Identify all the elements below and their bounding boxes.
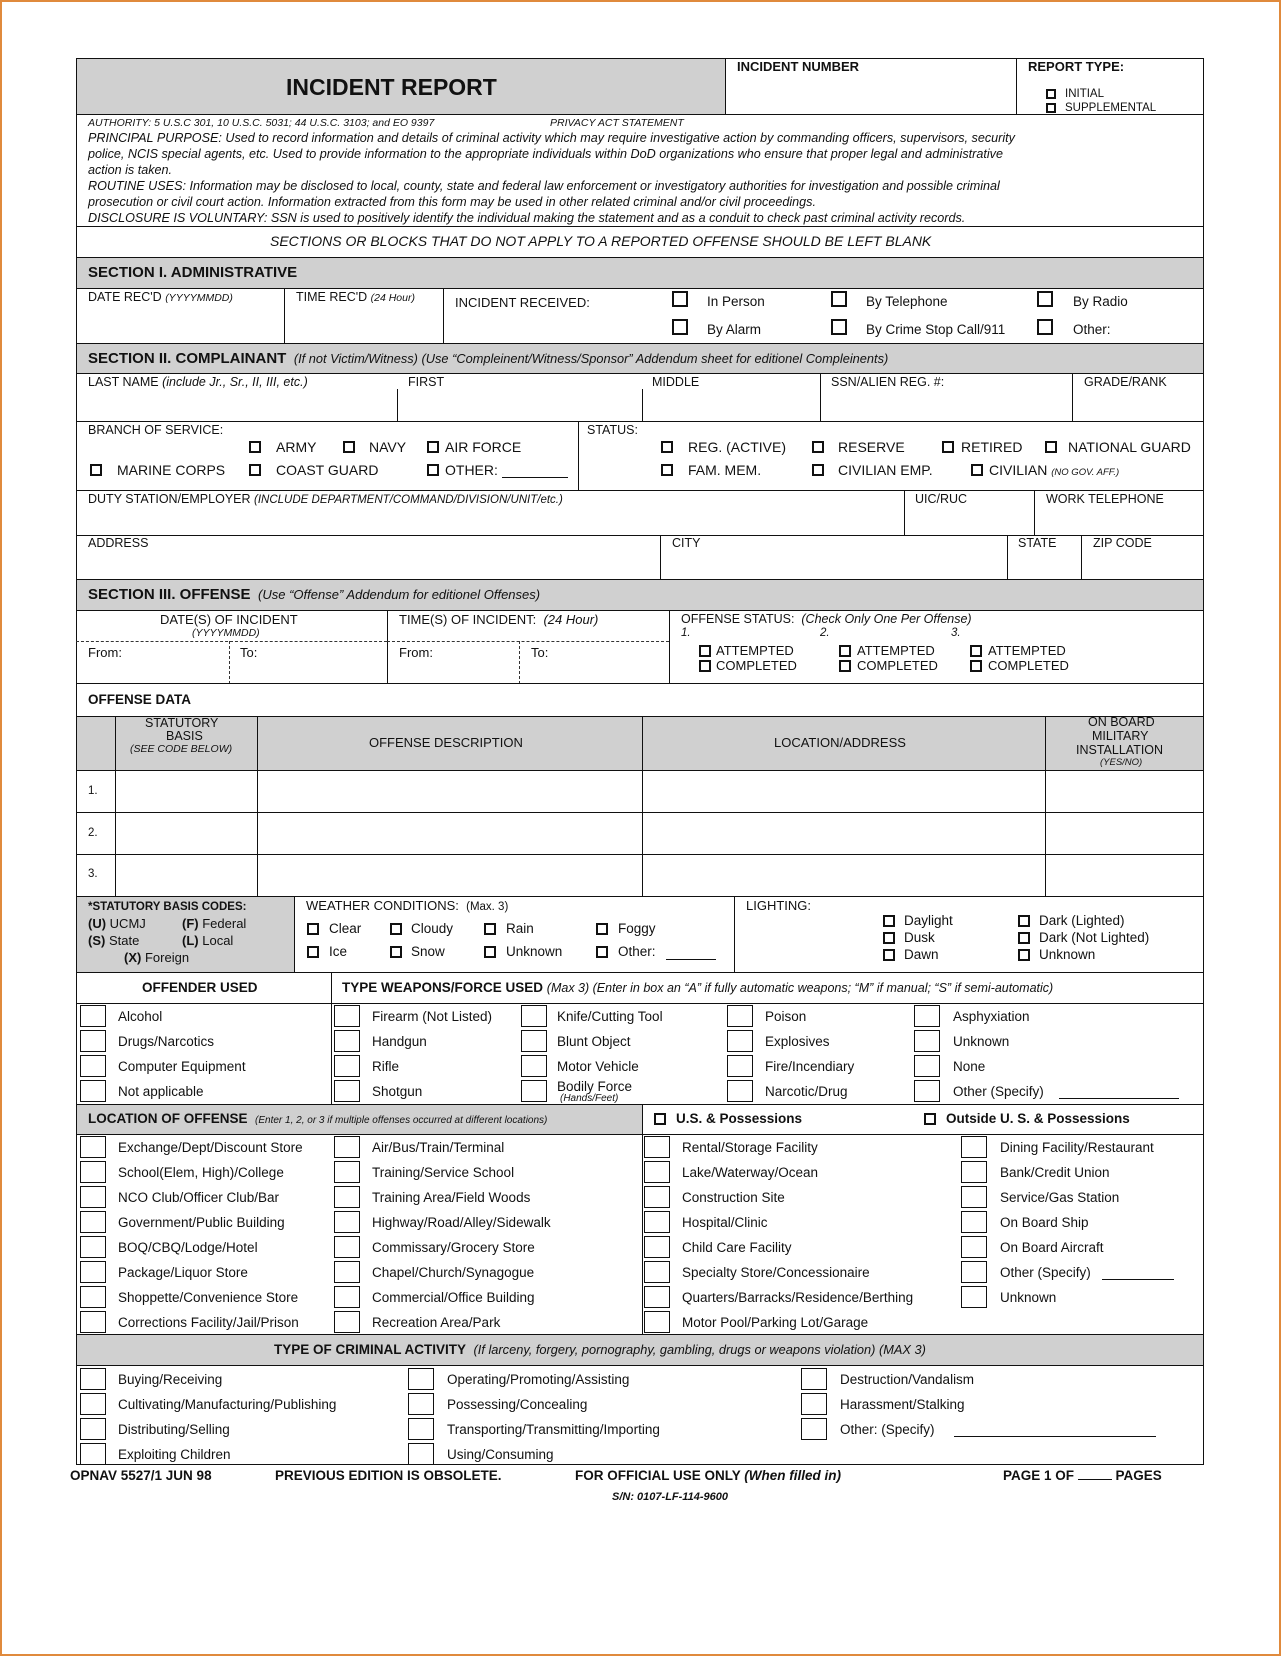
weapon-explosives-box[interactable] — [727, 1030, 753, 1052]
weapon-vehicle-box[interactable] — [521, 1055, 547, 1077]
lighting-dark-not-lighted-checkbox[interactable] — [1018, 932, 1030, 944]
loc-gas-label: Service/Gas Station — [1000, 1190, 1120, 1205]
loc-school-label: School(Elem, High)/College — [118, 1165, 284, 1180]
civilian-checkbox[interactable] — [971, 464, 983, 476]
loc-aircraft-box[interactable] — [961, 1236, 987, 1258]
crime-buying-label: Buying/Receiving — [118, 1372, 223, 1387]
codes-title: *STATUTORY BASIS CODES: — [88, 901, 247, 913]
crime-harassment-label: Harassment/Stalking — [840, 1397, 965, 1412]
weather-cloudy-checkbox[interactable] — [390, 923, 402, 935]
retired-checkbox[interactable] — [942, 441, 954, 453]
civilian-label: CIVILIAN (NO GOV. AFF.) — [989, 462, 1120, 478]
crime-possessing-box[interactable] — [408, 1393, 434, 1415]
crime-other-box[interactable] — [801, 1418, 827, 1440]
offense-row-3[interactable] — [76, 854, 1204, 897]
completed-3-checkbox[interactable] — [970, 660, 982, 672]
loc-lake-label: Lake/Waterway/Ocean — [682, 1165, 819, 1180]
offense-row-num-2: 2. — [88, 827, 98, 839]
weapon-other-label: Other (Specify) — [953, 1084, 1044, 1099]
branch-status-row — [76, 421, 1204, 491]
report-type-initial-checkbox[interactable] — [1046, 89, 1056, 99]
crime-buying-box[interactable] — [80, 1368, 106, 1390]
routine-line-1: ROUTINE USES: Information may be disclosed to local, county, state and federal law enforcement or investigatory authorities for investigation and possible criminal — [88, 179, 1000, 193]
loc-commissary-label: Commissary/Grocery Store — [372, 1240, 535, 1255]
loc-chapel-box[interactable] — [334, 1261, 360, 1283]
loc-hospital-label: Hospital/Clinic — [682, 1215, 768, 1230]
army-label: ARMY — [276, 439, 317, 455]
weapons-title: TYPE WEAPONS/FORCE USED (Max 3) (Enter in box an “A” if fully automatic weapons; “M” if manual; “S” if semi-automatic) — [342, 980, 1054, 995]
loc-dining-box[interactable] — [961, 1136, 987, 1158]
weapon-other-box[interactable] — [914, 1080, 940, 1102]
loc-other-label: Other (Specify) — [1000, 1265, 1091, 1280]
offense-data-row — [76, 683, 1204, 717]
air-force-label: AIR FORCE — [445, 439, 522, 455]
offense-row-2[interactable] — [76, 812, 1204, 855]
authority-text: AUTHORITY: 5 U.S.C 301, 10 U.S.C. 5031; 44 U.S.C. 3103; and EO 9397 — [88, 117, 435, 129]
crime-using-box[interactable] — [408, 1443, 434, 1465]
weather-cloudy-label: Cloudy — [411, 921, 454, 936]
weapon-explosives-label: Explosives — [765, 1034, 830, 1049]
offender-alcohol-label: Alcohol — [118, 1009, 163, 1024]
weapon-bodily-box[interactable] — [521, 1080, 547, 1102]
weather-rain-label: Rain — [506, 921, 534, 936]
weapon-firearm-label: Firearm (Not Listed) — [372, 1009, 493, 1024]
previous-edition-note: PREVIOUS EDITION IS OBSOLETE. — [275, 1468, 502, 1483]
weapon-narcotic-label: Narcotic/Drug — [765, 1084, 848, 1099]
loc-training-school-box[interactable] — [334, 1161, 360, 1183]
first-name-label: FIRST — [408, 375, 445, 389]
duty-station-label: DUTY STATION/EMPLOYER (INCLUDE DEPARTMENT/COMMAND/DIVISION/UNIT/etc.) — [88, 492, 563, 506]
grade-rank-label: GRADE/RANK — [1084, 375, 1167, 389]
disclosure-line: DISCLOSURE IS VOLUNTARY: SSN is used to positively identify the individual making the statement and as a conduit to check past criminal activity records. — [88, 211, 966, 225]
weather-other-checkbox[interactable] — [596, 946, 608, 958]
marine-corps-label: MARINE CORPS — [117, 462, 226, 478]
loc-childcare-label: Child Care Facility — [682, 1240, 792, 1255]
loc-motorpool-label: Motor Pool/Parking Lot/Garage — [682, 1315, 869, 1330]
loc-aircraft-label: On Board Aircraft — [1000, 1240, 1104, 1255]
report-type-initial: INITIAL — [1065, 88, 1104, 100]
crime-exploiting-box[interactable] — [80, 1443, 106, 1465]
criminal-activity-title: TYPE OF CRIMINAL ACTIVITY (If larceny, forgery, pornography, gambling, drugs or weapons violation) (MAX 3) — [274, 1342, 926, 1357]
loc-recreation-box[interactable] — [334, 1311, 360, 1333]
weather-clear-checkbox[interactable] — [307, 923, 319, 935]
in-person-checkbox[interactable] — [672, 291, 688, 307]
times-of-incident-label: TIME(S) OF INCIDENT: (24 Hour) — [399, 612, 599, 627]
incident-number-label: INCIDENT NUMBER — [737, 59, 860, 74]
weather-other-label: Other: — [618, 944, 656, 959]
other-method-label: Other: — [1073, 322, 1111, 337]
ssn-label: SSN/ALIEN REG. #: — [831, 375, 945, 389]
weapon-knife-box[interactable] — [521, 1005, 547, 1027]
offender-na-box[interactable] — [80, 1080, 106, 1102]
form-id: OPNAV 5527/1 JUN 98 — [70, 1468, 212, 1483]
by-alarm-label: By Alarm — [707, 322, 762, 337]
lighting-dark-lighted-checkbox[interactable] — [1018, 915, 1030, 927]
dates-of-incident-label: DATE(S) OF INCIDENT — [160, 612, 298, 627]
loc-boq-box[interactable] — [80, 1236, 106, 1258]
lighting-dark-lighted-label: Dark (Lighted) — [1039, 913, 1125, 928]
loc-rental-label: Rental/Storage Facility — [682, 1140, 818, 1155]
by-radio-label: By Radio — [1073, 294, 1128, 309]
loc-construction-box[interactable] — [644, 1186, 670, 1208]
address-label: ADDRESS — [88, 536, 149, 550]
offense-status-num-1: 1. — [681, 627, 691, 639]
reg-active-label: REG. (ACTIVE) — [688, 439, 787, 455]
section1-title: SECTION I. ADMINISTRATIVE — [88, 264, 298, 281]
offense-row-num-1: 1. — [88, 785, 98, 797]
loc-rental-box[interactable] — [644, 1136, 670, 1158]
other-branch-checkbox[interactable] — [427, 464, 439, 476]
loc-package-box[interactable] — [80, 1261, 106, 1283]
lighting-dark-not-lighted-label: Dark (Not Lighted) — [1039, 930, 1150, 945]
form-title: INCIDENT REPORT — [286, 74, 497, 100]
weapon-narcotic-box[interactable] — [727, 1080, 753, 1102]
weather-foggy-label: Foggy — [618, 921, 656, 936]
loc-exchange-label: Exchange/Dept/Discount Store — [118, 1140, 303, 1155]
completed-1-label: COMPLETED — [716, 658, 797, 673]
lighting-dusk-checkbox[interactable] — [883, 932, 895, 944]
loc-highway-box[interactable] — [334, 1211, 360, 1233]
crime-other-label: Other: (Specify) — [840, 1422, 935, 1437]
report-type-supplemental-checkbox[interactable] — [1046, 103, 1056, 113]
section2-title: SECTION II. COMPLAINANT (If not Victim/Witness) (Use “Compleinent/Witness/Sponsor” Addendum sheet for editionel Compleinents) — [88, 350, 889, 367]
loc-quarters-label: Quarters/Barracks/Residence/Berthing — [682, 1290, 914, 1305]
weapon-shotgun-box[interactable] — [334, 1080, 360, 1102]
col-onboard-3: INSTALLATION — [1076, 743, 1164, 757]
offender-na-label: Not applicable — [118, 1084, 204, 1099]
loc-shoppette-box[interactable] — [80, 1286, 106, 1308]
loc-terminal-box[interactable] — [334, 1136, 360, 1158]
lighting-daylight-checkbox[interactable] — [883, 915, 895, 927]
loc-recreation-label: Recreation Area/Park — [372, 1315, 501, 1330]
loc-boq-label: BOQ/CBQ/Lodge/Hotel — [118, 1240, 258, 1255]
weather-ice-label: Ice — [329, 944, 348, 959]
offender-alcohol-box[interactable] — [80, 1005, 106, 1027]
loc-childcare-box[interactable] — [644, 1236, 670, 1258]
coast-guard-checkbox[interactable] — [249, 464, 261, 476]
code-s: (S) State — [88, 933, 140, 948]
marine-corps-checkbox[interactable] — [90, 464, 102, 476]
crime-distributing-box[interactable] — [80, 1418, 106, 1440]
loc-training-school-label: Training/Service School — [372, 1165, 515, 1180]
loc-lake-box[interactable] — [644, 1161, 670, 1183]
navy-checkbox[interactable] — [343, 441, 355, 453]
code-u: (U) UCMJ — [88, 916, 146, 931]
attempted-2-checkbox[interactable] — [839, 645, 851, 657]
retired-label: RETIRED — [961, 439, 1023, 455]
reserve-checkbox[interactable] — [812, 441, 824, 453]
date-from-label: From: — [88, 645, 122, 660]
reg-active-checkbox[interactable] — [661, 441, 673, 453]
lighting-label: LIGHTING: — [746, 898, 812, 913]
lighting-unknown-checkbox[interactable] — [1018, 949, 1030, 961]
lighting-unknown-label: Unknown — [1039, 947, 1096, 962]
weapon-handgun-label: Handgun — [372, 1034, 427, 1049]
loc-gas-box[interactable] — [961, 1186, 987, 1208]
by-alarm-checkbox[interactable] — [672, 319, 688, 335]
offender-computer-label: Computer Equipment — [118, 1059, 246, 1074]
weather-unknown-label: Unknown — [506, 944, 563, 959]
weapon-unknown-box[interactable] — [914, 1030, 940, 1052]
loc-hospital-box[interactable] — [644, 1211, 670, 1233]
loc-bank-box[interactable] — [961, 1161, 987, 1183]
weapon-blunt-label: Blunt Object — [557, 1034, 631, 1049]
status-label: STATUS: — [587, 423, 638, 437]
time-recd-label: TIME REC'D (24 Hour) — [296, 290, 415, 304]
weapon-poison-box[interactable] — [727, 1005, 753, 1027]
outside-us-checkbox[interactable] — [924, 1113, 936, 1125]
city-label: CITY — [672, 536, 701, 550]
state-label: STATE — [1018, 536, 1057, 550]
offense-status-num-2: 2. — [820, 627, 830, 639]
offense-data-label: OFFENSE DATA — [88, 692, 191, 707]
attempted-1-label: ATTEMPTED — [716, 643, 794, 658]
branch-label: BRANCH OF SERVICE: — [88, 423, 224, 437]
loc-school-box[interactable] — [80, 1161, 106, 1183]
loc-unknown-label: Unknown — [1000, 1290, 1057, 1305]
weapon-none-box[interactable] — [914, 1055, 940, 1077]
crime-stop-label: By Crime Stop Call/911 — [866, 322, 1006, 337]
loc-specialty-box[interactable] — [644, 1261, 670, 1283]
uic-label: UIC/RUC — [915, 492, 968, 506]
weapon-bodily-hint: (Hands/Feet) — [560, 1093, 619, 1104]
privacy-act-label: PRIVACY ACT STATEMENT — [550, 117, 684, 129]
national-guard-checkbox[interactable] — [1045, 441, 1057, 453]
weather-foggy-checkbox[interactable] — [596, 923, 608, 935]
section3-title: SECTION III. OFFENSE (Use “Offense” Addendum for editionel Offenses) — [88, 586, 541, 603]
crime-destruction-box[interactable] — [801, 1368, 827, 1390]
lighting-dusk-label: Dusk — [904, 930, 935, 945]
civilian-emp-checkbox[interactable] — [812, 464, 824, 476]
col-offense-description: OFFENSE DESCRIPTION — [369, 735, 523, 750]
loc-training-area-box[interactable] — [334, 1186, 360, 1208]
middle-name-label: MIDDLE — [652, 375, 700, 389]
fouo-note: FOR OFFICIAL USE ONLY (When filled in) — [575, 1468, 842, 1483]
crime-stop-checkbox[interactable] — [831, 319, 847, 335]
purpose-line-2: police, NCIS special agents, etc. Used to provide information to the appropriate individuals within DoD organizations who ensure that proper legal and administrative — [88, 147, 1003, 161]
loc-corrections-box[interactable] — [80, 1311, 106, 1333]
crime-cultivating-box[interactable] — [80, 1393, 106, 1415]
other-branch-label: OTHER: — [445, 462, 498, 478]
loc-other-box[interactable] — [961, 1261, 987, 1283]
fam-mem-checkbox[interactable] — [661, 464, 673, 476]
time-to-label: To: — [531, 645, 549, 660]
offender-used-title: OFFENDER USED — [142, 980, 258, 995]
crime-distributing-label: Distributing/Selling — [118, 1422, 230, 1437]
navy-label: NAVY — [369, 439, 407, 455]
code-f: (F) Federal — [182, 916, 247, 931]
col-location-address: LOCATION/ADDRESS — [774, 735, 906, 750]
section1-row — [76, 288, 1204, 344]
zip-label: ZIP CODE — [1093, 536, 1152, 550]
weapon-shotgun-label: Shotgun — [372, 1084, 423, 1099]
loc-commercial-box[interactable] — [334, 1286, 360, 1308]
loc-government-label: Government/Public Building — [118, 1215, 285, 1230]
weapon-firearm-box[interactable] — [334, 1005, 360, 1027]
report-type-supplemental: SUPPLEMENTAL — [1065, 102, 1157, 114]
crime-possessing-label: Possessing/Concealing — [447, 1397, 588, 1412]
offender-drugs-label: Drugs/Narcotics — [118, 1034, 215, 1049]
completed-1-checkbox[interactable] — [699, 660, 711, 672]
loc-commissary-box[interactable] — [334, 1236, 360, 1258]
us-possessions-checkbox[interactable] — [654, 1113, 666, 1125]
page-count: PAGE 1 OF PAGES — [1003, 1468, 1162, 1483]
routine-line-2: prosecution or civil court action. Information extracted from this form may be used in other related criminal and/or civil proceedings. — [88, 195, 816, 209]
weapon-none-label: None — [953, 1059, 986, 1074]
weapon-unknown-label: Unknown — [953, 1034, 1010, 1049]
incident-received-label: INCIDENT RECEIVED: — [455, 295, 590, 310]
col-statutory-1: STATUTORY — [145, 716, 219, 730]
outside-us-label: Outside U. S. & Possessions — [946, 1111, 1130, 1126]
fam-mem-label: FAM. MEM. — [688, 462, 762, 478]
weather-snow-checkbox[interactable] — [390, 946, 402, 958]
crime-cultivating-label: Cultivating/Manufacturing/Publishing — [118, 1397, 337, 1412]
loc-exchange-box[interactable] — [80, 1136, 106, 1158]
loc-bank-label: Bank/Credit Union — [1000, 1165, 1110, 1180]
crime-operating-box[interactable] — [408, 1368, 434, 1390]
loc-terminal-label: Air/Bus/Train/Terminal — [372, 1140, 505, 1155]
weapon-rifle-label: Rifle — [372, 1059, 400, 1074]
weapon-poison-label: Poison — [765, 1009, 807, 1024]
crime-destruction-label: Destruction/Vandalism — [840, 1372, 975, 1387]
loc-shoppette-label: Shoppette/Convenience Store — [118, 1290, 299, 1305]
weather-ice-checkbox[interactable] — [307, 946, 319, 958]
attempted-3-checkbox[interactable] — [970, 645, 982, 657]
weapon-blunt-box[interactable] — [521, 1030, 547, 1052]
weapon-knife-label: Knife/Cutting Tool — [557, 1009, 663, 1024]
attempted-1-checkbox[interactable] — [699, 645, 711, 657]
loc-highway-label: Highway/Road/Alley/Sidewalk — [372, 1215, 551, 1230]
weapon-asphyxiation-box[interactable] — [914, 1005, 940, 1027]
weapon-bodily-label: Bodily Force — [557, 1079, 633, 1094]
air-force-checkbox[interactable] — [427, 441, 439, 453]
col-onboard-1: ON BOARD — [1088, 715, 1155, 729]
loc-club-box[interactable] — [80, 1186, 106, 1208]
loc-ship-box[interactable] — [961, 1211, 987, 1233]
crime-using-label: Using/Consuming — [447, 1447, 554, 1462]
offense-status-num-3: 3. — [951, 627, 961, 639]
code-x: (X) Foreign — [124, 950, 190, 965]
crime-transporting-box[interactable] — [408, 1418, 434, 1440]
weather-unknown-checkbox[interactable] — [484, 946, 496, 958]
lighting-daylight-label: Daylight — [904, 913, 953, 928]
completed-3-label: COMPLETED — [988, 658, 1069, 673]
weather-label: WEATHER CONDITIONS: (Max. 3) — [306, 898, 509, 913]
last-name-label: LAST NAME (include Jr., Sr., II, III, etc.) — [88, 375, 308, 389]
serial-number: S/N: 0107-LF-114-9600 — [612, 1491, 728, 1503]
loc-unknown-box[interactable] — [961, 1286, 987, 1308]
weapon-fire-box[interactable] — [727, 1055, 753, 1077]
weapon-vehicle-label: Motor Vehicle — [557, 1059, 639, 1074]
loc-training-area-label: Training Area/Field Woods — [372, 1190, 531, 1205]
offense-row-num-3: 3. — [88, 868, 98, 880]
lighting-dawn-label: Dawn — [904, 947, 939, 962]
offense-table-header — [76, 716, 1204, 771]
offender-drugs-box[interactable] — [80, 1030, 106, 1052]
loc-government-box[interactable] — [80, 1211, 106, 1233]
loc-corrections-label: Corrections Facility/Jail/Prison — [118, 1315, 299, 1330]
criminal-activity-body — [76, 1365, 1204, 1465]
national-guard-label: NATIONAL GUARD — [1068, 439, 1191, 455]
lighting-dawn-checkbox[interactable] — [883, 949, 895, 961]
in-person-label: In Person — [707, 294, 765, 309]
work-telephone-label: WORK TELEPHONE — [1046, 492, 1164, 506]
code-l: (L) Local — [182, 933, 234, 948]
weather-rain-checkbox[interactable] — [484, 923, 496, 935]
weapon-handgun-box[interactable] — [334, 1030, 360, 1052]
col-onboard-2: MILITARY — [1092, 729, 1149, 743]
us-possessions-label: U.S. & Possessions — [676, 1111, 803, 1126]
report-type-label: REPORT TYPE: — [1028, 59, 1125, 74]
date-recd-label: DATE REC'D (YYYYMMDD) — [88, 290, 233, 304]
loc-quarters-box[interactable] — [644, 1286, 670, 1308]
purpose-line-3: action is taken. — [88, 163, 173, 177]
notice-text: SECTIONS OR BLOCKS THAT DO NOT APPLY TO A REPORTED OFFENSE SHOULD BE LEFT BLANK — [270, 233, 932, 249]
crime-harassment-box[interactable] — [801, 1393, 827, 1415]
completed-2-checkbox[interactable] — [839, 660, 851, 672]
weather-snow-label: Snow — [411, 944, 445, 959]
by-telephone-checkbox[interactable] — [831, 291, 847, 307]
loc-construction-label: Construction Site — [682, 1190, 785, 1205]
by-telephone-label: By Telephone — [866, 294, 948, 309]
attempted-2-label: ATTEMPTED — [857, 643, 935, 658]
loc-motorpool-box[interactable] — [644, 1311, 670, 1333]
coast-guard-label: COAST GUARD — [276, 462, 379, 478]
attempted-3-label: ATTEMPTED — [988, 643, 1066, 658]
col-statutory-2: BASIS — [166, 729, 203, 743]
loc-dining-label: Dining Facility/Restaurant — [1000, 1140, 1154, 1155]
civilian-emp-label: CIVILIAN EMP. — [838, 462, 933, 478]
offense-status-label: OFFENSE STATUS: (Check Only One Per Offense) — [681, 612, 972, 626]
loc-package-label: Package/Liquor Store — [118, 1265, 248, 1280]
col-statutory-hint: (SEE CODE BELOW) — [130, 743, 233, 755]
time-from-label: From: — [399, 645, 433, 660]
crime-operating-label: Operating/Promoting/Assisting — [447, 1372, 630, 1387]
weapon-asphyxiation-label: Asphyxiation — [953, 1009, 1030, 1024]
loc-ship-label: On Board Ship — [1000, 1215, 1089, 1230]
completed-2-label: COMPLETED — [857, 658, 938, 673]
loc-club-label: NCO Club/Officer Club/Bar — [118, 1190, 280, 1205]
reserve-label: RESERVE — [838, 439, 905, 455]
weapon-fire-label: Fire/Incendiary — [765, 1059, 855, 1074]
date-to-label: To: — [240, 645, 258, 660]
crime-exploiting-label: Exploiting Children — [118, 1447, 231, 1462]
purpose-line-1: PRINCIPAL PURPOSE: Used to record information and details of criminal activity which may require investigative action by commanding officers, supervisors, security — [88, 131, 1015, 145]
dates-format: (YYYYMMDD) — [192, 627, 260, 639]
by-radio-checkbox[interactable] — [1037, 291, 1053, 307]
weapon-rifle-box[interactable] — [334, 1055, 360, 1077]
loc-commercial-label: Commercial/Office Building — [372, 1290, 535, 1305]
loc-chapel-label: Chapel/Church/Synagogue — [372, 1265, 535, 1280]
weather-clear-label: Clear — [329, 921, 362, 936]
col-onboard-hint: (YES/NO) — [1100, 757, 1143, 768]
offense-row-1[interactable] — [76, 770, 1204, 813]
crime-transporting-label: Transporting/Transmitting/Importing — [447, 1422, 660, 1437]
loc-specialty-label: Specialty Store/Concessionaire — [682, 1265, 870, 1280]
army-checkbox[interactable] — [249, 441, 261, 453]
other-method-checkbox[interactable] — [1037, 319, 1053, 335]
offender-computer-box[interactable] — [80, 1055, 106, 1077]
location-title: LOCATION OF OFFENSE (Enter 1, 2, or 3 if multiple offenses occurred at different locations) — [88, 1111, 548, 1126]
